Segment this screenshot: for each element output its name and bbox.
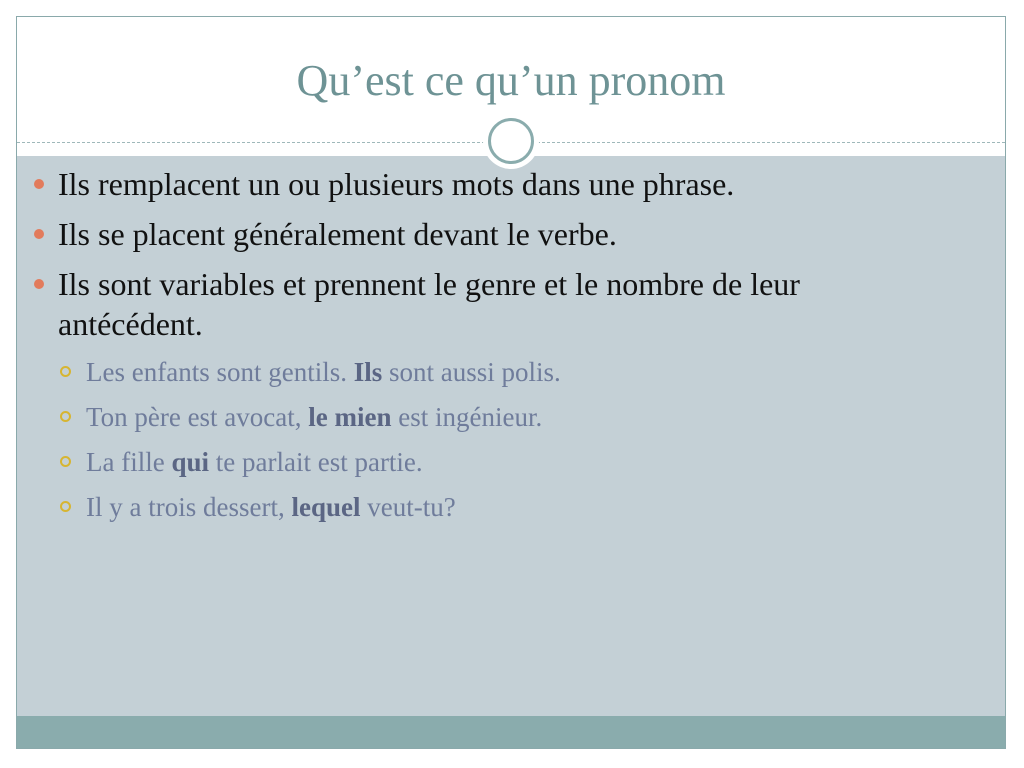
bullet-dot-icon	[34, 279, 44, 289]
example-pronoun: qui	[171, 447, 210, 477]
example-item	[56, 350, 950, 395]
hollow-circle-icon	[60, 501, 71, 512]
bullet-item	[30, 264, 950, 530]
bullet-item	[30, 214, 950, 254]
hollow-circle-icon	[60, 411, 71, 422]
example-list	[58, 350, 950, 530]
example-text: Ton père est avocat,	[86, 402, 309, 432]
bullet-item	[30, 164, 950, 204]
example-item	[56, 395, 950, 440]
example-text: te parlait est partie.	[209, 447, 423, 477]
example-text: veut-tu?	[360, 492, 456, 522]
example-text: est ingénieur.	[391, 402, 543, 432]
example-item	[56, 440, 950, 485]
hollow-circle-icon	[60, 456, 71, 467]
example-text: Il y a trois dessert,	[86, 492, 292, 522]
hollow-circle-icon	[60, 366, 71, 377]
example-pronoun: Ils	[353, 357, 383, 387]
example-text: La fille	[86, 447, 172, 477]
example-text: Les enfants sont gentils.	[86, 357, 354, 387]
example-pronoun: lequel	[291, 492, 361, 522]
footer-bar	[17, 716, 1005, 749]
example-item	[56, 485, 950, 530]
circle-ring-icon	[488, 118, 534, 164]
bullet-list	[30, 164, 950, 540]
bullet-text: Ils remplacent un ou plusieurs mots dans une phrase.	[58, 166, 735, 202]
bullet-dot-icon	[34, 229, 44, 239]
bullet-text: Ils sont variables et prennent le genre et le nombre de leur antécédent.	[58, 266, 800, 342]
slide-title: Qu’est ce qu’un pronom	[296, 56, 726, 105]
example-pronoun: le mien	[308, 402, 392, 432]
circle-emblem-icon	[483, 113, 539, 169]
bullet-dot-icon	[34, 179, 44, 189]
bullet-text: Ils se placent généralement devant le verbe.	[58, 216, 617, 252]
example-text: sont aussi polis.	[382, 357, 561, 387]
